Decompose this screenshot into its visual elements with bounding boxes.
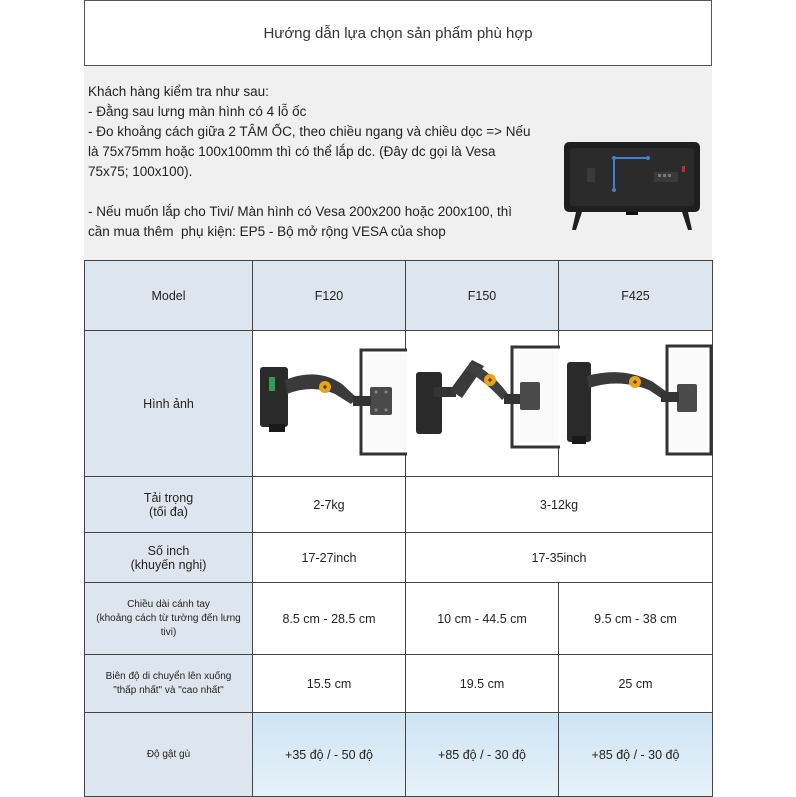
intro-line: là 75x75mm hoặc 100x100mm thì có thể lắp dc. (Đây dc gọi là Vesa bbox=[88, 144, 496, 159]
arm-length-label-line: tivi) bbox=[160, 626, 177, 638]
monitor-arm-f120-icon bbox=[257, 332, 407, 472]
intro-section bbox=[84, 66, 712, 260]
arm-length-f150: 10 cm - 44.5 cm bbox=[406, 583, 559, 655]
page-title bbox=[84, 0, 712, 66]
header-label: Model bbox=[85, 261, 253, 331]
arm-length-label-line: Chiều dài cánh tay bbox=[127, 598, 210, 610]
intro-line bbox=[88, 182, 548, 202]
size-f120: 17-27inch bbox=[253, 533, 406, 583]
model-f150: F150 bbox=[406, 261, 559, 331]
image-cell-f150 bbox=[406, 331, 559, 477]
table-row bbox=[85, 261, 713, 331]
intro-line: 75x75; 100x100). bbox=[88, 164, 193, 179]
tilt-label: Độ gật gù bbox=[85, 713, 253, 797]
model-f120: F120 bbox=[253, 261, 406, 331]
table-row bbox=[85, 331, 713, 477]
table-row bbox=[85, 583, 713, 655]
tilt-f120: +35 độ / - 50 độ bbox=[253, 713, 406, 797]
table-row bbox=[85, 655, 713, 713]
height-range-label-line: "thấp nhất" và "cao nhất" bbox=[113, 684, 224, 696]
intro-line: - Nếu muốn lắp cho Tivi/ Màn hình có Vesa 200x200 hoặc 200x100, thì bbox=[88, 204, 513, 219]
load-label-line: Tải trọng bbox=[143, 490, 194, 505]
monitor-arm-f150-icon bbox=[410, 332, 560, 472]
load-f120: 2-7kg bbox=[253, 477, 406, 533]
image-label: Hình ảnh bbox=[85, 331, 253, 477]
arm-length-label-line: (khoảng cách từ tường đến lưng bbox=[96, 612, 241, 624]
size-label-line: Số inch bbox=[147, 543, 190, 558]
height-range-f150: 19.5 cm bbox=[406, 655, 559, 713]
intro-line: cần mua thêm phụ kiện: EP5 - Bộ mở rộng VESA của shop bbox=[88, 224, 446, 239]
height-range-f425: 25 cm bbox=[559, 655, 713, 713]
image-cell-f425 bbox=[559, 331, 713, 477]
page-frame bbox=[84, 0, 712, 796]
arm-length-f425: 9.5 cm - 38 cm bbox=[559, 583, 713, 655]
load-label-line: (tối đa) bbox=[149, 504, 188, 519]
intro-text bbox=[88, 82, 548, 242]
page-title-text: Hướng dẫn lựa chọn sản phẩm phù hợp bbox=[263, 24, 533, 42]
intro-line: - Đằng sau lưng màn hình có 4 lỗ ốc bbox=[88, 104, 307, 119]
table-row bbox=[85, 533, 713, 583]
size-label bbox=[85, 533, 253, 583]
height-range-label bbox=[85, 655, 253, 713]
size-label-line: (khuyến nghị) bbox=[130, 557, 207, 572]
intro-line: Khách hàng kiểm tra như sau: bbox=[88, 84, 269, 99]
intro-line: - Đo khoảng cách giữa 2 TÂM ỐC, theo chiều ngang và chiều dọc => Nếu bbox=[88, 124, 531, 139]
arm-length-label bbox=[85, 583, 253, 655]
monitor-arm-f425-icon bbox=[563, 332, 713, 472]
tilt-f425: +85 độ / - 30 độ bbox=[559, 713, 713, 797]
table-row bbox=[85, 713, 713, 797]
tv-back-vesa-icon bbox=[562, 138, 702, 238]
load-label bbox=[85, 477, 253, 533]
spec-table bbox=[84, 260, 713, 797]
height-range-label-line: Biên độ di chuyển lên xuống bbox=[105, 670, 232, 682]
height-range-f120: 15.5 cm bbox=[253, 655, 406, 713]
table-row bbox=[85, 477, 713, 533]
arm-length-f120: 8.5 cm - 28.5 cm bbox=[253, 583, 406, 655]
tilt-f150: +85 độ / - 30 độ bbox=[406, 713, 559, 797]
image-cell-f120 bbox=[253, 331, 406, 477]
size-f150-f425: 17-35inch bbox=[406, 533, 713, 583]
model-f425: F425 bbox=[559, 261, 713, 331]
load-f150-f425: 3-12kg bbox=[406, 477, 713, 533]
